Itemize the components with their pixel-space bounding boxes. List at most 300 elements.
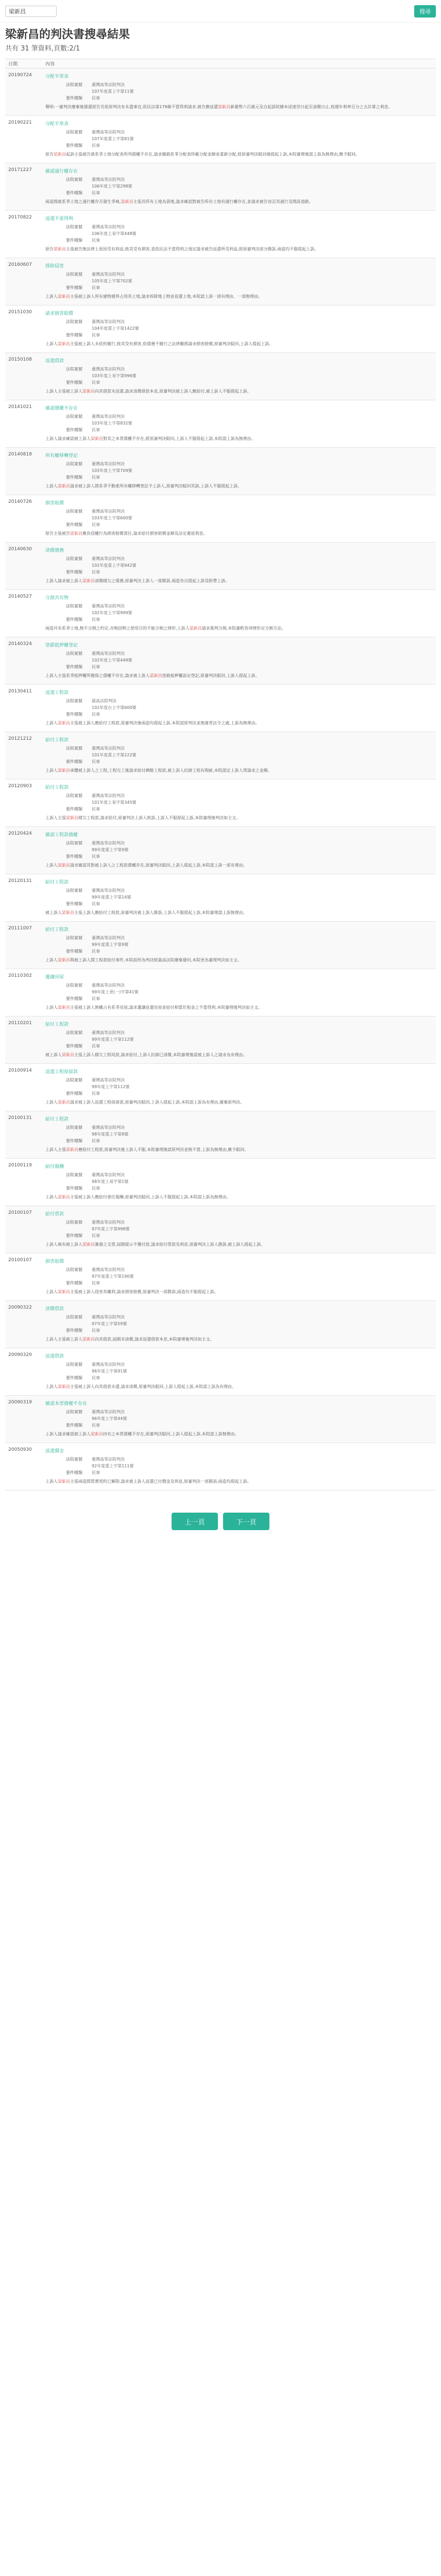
field-label: 要件種類: [66, 1139, 82, 1143]
field-label: 要件種類: [66, 617, 82, 622]
case-fields: [45, 1314, 433, 1334]
row-content: [42, 637, 436, 684]
highlighted-term: 梁新昌: [149, 673, 162, 678]
field-line: [66, 711, 433, 718]
case-fields: [45, 1219, 433, 1239]
field-value: 民事: [92, 1233, 100, 1238]
field-line: [66, 135, 433, 142]
field-label: 法院案號: [66, 556, 82, 561]
case-title-link[interactable]: 返還工程保留款: [45, 1070, 78, 1075]
row-date: 20140324: [8, 641, 32, 647]
field-label: [66, 325, 92, 332]
case-title-link[interactable]: 給付工程款: [45, 880, 69, 885]
field-line: [66, 840, 433, 846]
field-line: [66, 745, 433, 752]
row-content: [42, 1301, 436, 1348]
case-fields: [45, 1456, 433, 1476]
highlighted-term: 梁新昌: [91, 1432, 103, 1436]
field-value: 96年度上字第91號: [92, 1369, 127, 1374]
search-input[interactable]: [5, 6, 57, 17]
field-value: 99年度重上字第9號: [92, 942, 129, 947]
field-value: 105年度上字第702號: [92, 279, 132, 283]
case-title-link[interactable]: 請求損害賠償: [45, 311, 74, 316]
row-date: 20160607: [8, 262, 32, 267]
case-fields: [45, 461, 433, 481]
field-value: 臺灣高等法院判決: [92, 414, 125, 419]
row-content: [42, 495, 436, 542]
column-header-date: 日期: [8, 62, 18, 67]
field-label: 要件種類: [66, 380, 82, 385]
field-label: [66, 704, 92, 711]
field-label: 法院案號: [66, 746, 82, 751]
field-value: 民事: [92, 238, 100, 243]
field-value: 民事: [92, 1470, 100, 1475]
row-content: [42, 1253, 436, 1300]
case-title-link[interactable]: 確認債權不存在: [45, 406, 78, 411]
field-value: 臺灣高等法院判決: [92, 651, 125, 656]
field-line: [66, 508, 433, 515]
highlighted-term: 梁新昌: [70, 531, 82, 536]
case-summary: 上訴人梁新昌承攬被上訴人之工程,工程完工後請求給付剩餘工程款,被上訴人抗辯工程有瑕疵,本院認定上訴人得請求之金額。: [45, 768, 272, 773]
case-title-link[interactable]: 給付票款: [45, 1212, 64, 1217]
field-label: 要件種類: [66, 1328, 82, 1333]
field-line: [66, 379, 433, 386]
field-label: 要件種類: [66, 522, 82, 527]
highlighted-term: 梁新昌: [58, 1005, 70, 1010]
field-line: [66, 1124, 433, 1131]
row-date: 20171227: [8, 167, 32, 173]
field-label: 要件種類: [66, 996, 82, 1001]
table-row: [5, 1111, 436, 1159]
highlighted-term: 梁新昌: [82, 579, 95, 583]
field-value: 民事: [92, 712, 100, 717]
field-label: [66, 752, 92, 758]
field-line: [66, 1232, 433, 1239]
case-title-link[interactable]: 排除侵害: [45, 264, 64, 269]
case-fields: [45, 1172, 433, 1192]
case-title-link[interactable]: 分配平常表: [45, 122, 69, 127]
field-label: 法院案號: [66, 888, 82, 893]
row-content: [42, 353, 436, 400]
field-value: 102年度台上字第600號: [92, 705, 137, 710]
case-title-link[interactable]: 損害賠償: [45, 1259, 64, 1264]
case-summary: 上訴人梁新昌請求被上訴人返還工程保留款,原審判決駁回,上訴人提起上訴,本院認上訴為有理由,廢棄原判決。: [45, 1100, 245, 1105]
field-value: 民事: [92, 1139, 100, 1143]
table-row: [5, 1253, 436, 1301]
field-label: 法院案號: [66, 604, 82, 608]
case-summary: 上訴人梁新昌主張兩造間買賣契約已解除,請求被上訴人返還已付價金及利息,原審判決一部勝訴,兩造均提起上訴。: [45, 1479, 251, 1484]
field-line: [66, 1320, 433, 1327]
case-title-link[interactable]: 給付工程款: [45, 738, 69, 743]
field-line: [66, 176, 433, 183]
field-line: [66, 224, 433, 230]
row-content: [42, 400, 436, 447]
field-label: 要件種類: [66, 1376, 82, 1380]
case-summary: 原告梁新昌起訴主張被告就系爭土地分配表所列債權不存在,請求撤銷系爭分配表所載分配金額並重新分配,經原審判決駁回後提起上訴,本院審理後認上訴為無理由,應予駁回。: [45, 152, 360, 157]
highlighted-term: 梁新昌: [82, 1242, 95, 1247]
table-row: [5, 400, 436, 448]
field-line: [66, 332, 433, 338]
field-value: 民事: [92, 1186, 100, 1191]
row-date: 20140818: [8, 452, 32, 457]
case-summary: 兩造間就系爭土地之通行權存否發生爭執,梁新昌主張其所有土地為袋地,請求確認對被告所有土地有通行權存在,並請求被告容忍其通行及開設道路。: [45, 199, 313, 204]
field-label: [66, 562, 92, 569]
field-label: 要件種類: [66, 333, 82, 337]
field-line: [66, 271, 433, 278]
field-value: 臺灣高等法院判決: [92, 1078, 125, 1082]
field-label: 法院案號: [66, 367, 82, 371]
field-label: [66, 372, 92, 379]
row-date: 20111007: [8, 926, 32, 931]
next-page-button[interactable]: 下一頁: [223, 1513, 269, 1530]
case-summary: 上訴人梁新昌主張被上訴人未依約履行,致其受有損害,依債務不履行之法律關係請求損害賠償,原審判決駁回,上訴人提起上訴。: [45, 342, 274, 346]
prev-page-button[interactable]: 上一頁: [172, 1513, 218, 1530]
table-row: [5, 543, 436, 590]
case-title-link[interactable]: 遷讓房屋: [45, 975, 64, 980]
pagination: [0, 1490, 441, 1552]
field-label: 要件種類: [66, 854, 82, 859]
field-line: [66, 1090, 433, 1097]
case-summary: 被上訴人梁新昌主張上訴人積欠工程尾款,請求給付,上訴人抗辯已清償,本院審理後認被上訴人之請求為有理由。: [45, 1053, 247, 1057]
case-fields: [45, 1029, 433, 1049]
case-title-link[interactable]: 給付工程款: [45, 927, 69, 933]
field-line: [66, 1375, 433, 1381]
highlighted-term: 梁新昌: [189, 626, 202, 631]
case-summary: 上訴人請求被上訴人梁新昌清償積欠之債務,原審判決上訴人一部勝訴,兩造各自提起上訴及附帶上訴。: [45, 579, 230, 583]
case-title-link[interactable]: 給付工程款: [45, 1022, 69, 1027]
case-fields: [45, 1266, 433, 1286]
field-value: 臺灣高等法院判決: [92, 604, 125, 608]
table-row: [5, 1159, 436, 1206]
field-line: [66, 562, 433, 569]
field-label: [66, 1463, 92, 1469]
field-label: [66, 1273, 92, 1280]
field-value: 民事: [92, 285, 100, 290]
case-title-link[interactable]: 確認工程款債權: [45, 833, 78, 838]
row-content: [42, 1206, 436, 1253]
table-row: [5, 874, 436, 922]
case-summary: 上訴人梁新昌請求被上訴人將系爭不動產所有權移轉登記予上訴人,原審判決駁回其訴,上訴人不服提起上訴。: [45, 484, 242, 488]
case-title-link[interactable]: 清償借款: [45, 1307, 64, 1312]
field-value: 98年度重上字第8號: [92, 1132, 129, 1137]
field-value: 103年度上字第832號: [92, 421, 132, 426]
case-summary: 兩造共有系爭土地,無不分割之約定,亦無因物之使用目的不能分割之情形,上訴人梁新昌請求裁判分割,本院審酌各項情形定分割方法。: [45, 626, 286, 631]
highlighted-term: 梁新昌: [82, 1337, 95, 1342]
field-label: [66, 467, 92, 474]
field-line: [66, 278, 433, 284]
field-label: 法院案號: [66, 319, 82, 324]
field-value: 民事: [92, 428, 100, 432]
highlighted-term: 梁新昌: [58, 1100, 70, 1105]
row-content: [42, 258, 436, 305]
row-date: 20150108: [8, 357, 32, 362]
case-summary: 上訴人梁新昌主張被上訴人應給付委任報酬,原審判決駁回,上訴人不服提起上訴,本院認上訴為無理由。: [45, 1195, 231, 1199]
field-line: [66, 1172, 433, 1178]
column-header-content: 內容: [45, 62, 55, 67]
field-label: [66, 846, 92, 853]
field-line: [66, 609, 433, 616]
highlighted-term: 梁新昌: [58, 958, 70, 962]
case-summary: 原告梁新昌主張被告無法律上原因受有利益,致其受有損害,爰依民法不當得利之規定請求被告返還所受利益,經原審判決部分勝訴,兩造均不服提起上訴。: [45, 247, 319, 251]
field-label: 要件種類: [66, 238, 82, 243]
field-line: [66, 941, 433, 948]
field-line: [66, 1415, 433, 1422]
field-line: [66, 901, 433, 907]
field-label: 法院案號: [66, 414, 82, 419]
case-summary: 上訴人執有被上訴人梁新昌簽發之支票,屆期提示不獲付款,請求給付票款及利息,原審判決上訴人勝訴,被上訴人提起上訴。: [45, 1242, 265, 1247]
highlighted-term: 梁新昌: [54, 152, 66, 157]
field-value: 96年度上字第44號: [92, 1416, 127, 1421]
field-line: [66, 1036, 433, 1043]
row-content: [42, 1348, 436, 1395]
field-label: [66, 1083, 92, 1090]
case-title-link[interactable]: 確認本票債權不存在: [45, 1401, 88, 1406]
case-fields: [45, 271, 433, 291]
case-title-link[interactable]: 清償債務: [45, 548, 64, 553]
case-title-link[interactable]: 損害賠償: [45, 501, 64, 506]
field-value: 97年度上字第998號: [92, 1227, 130, 1231]
case-fields: [45, 1077, 433, 1097]
table-row: [5, 1064, 436, 1111]
field-label: [66, 420, 92, 427]
field-line: [66, 758, 433, 765]
case-summary: 上訴人梁新昌請求確認其對被上訴人之工程款債權存在,原審判決駁回,上訴人提起上訴,本院認上訴一部有理由。: [45, 863, 247, 868]
highlighted-term: 梁新昌: [58, 768, 70, 773]
field-value: 臺灣高等法院判決: [92, 462, 125, 466]
field-line: [66, 995, 433, 1002]
row-date: 20090320: [8, 1352, 32, 1358]
row-date: 20100119: [8, 1163, 32, 1168]
field-value: 臺灣高等法院判決: [92, 1173, 125, 1177]
field-value: 臺灣高等法院判決: [92, 272, 125, 277]
case-fields: [45, 745, 433, 765]
field-label: 法院案號: [66, 272, 82, 277]
field-line: [66, 1422, 433, 1429]
case-summary: 上訴人梁新昌主張被上訴人向其借款未還,請求清償,原審判決駁回,上訴人提起上訴,本院認上訴為有理由。: [45, 1384, 236, 1389]
case-fields: [45, 318, 433, 338]
field-label: 法院案號: [66, 841, 82, 845]
field-line: [66, 1469, 433, 1476]
row-date: 20120424: [8, 831, 32, 836]
case-title-link[interactable]: 所有權移轉登記: [45, 453, 78, 459]
field-line: [66, 129, 433, 135]
field-value: 民事: [92, 617, 100, 622]
field-line: [66, 88, 433, 95]
highlighted-term: 梁新昌: [58, 863, 70, 868]
field-value: 臺灣高等法院判決: [92, 983, 125, 988]
field-label: 法院案號: [66, 1315, 82, 1319]
case-summary: 上訴人主張被上訴人梁新昌向其借款未返還,請求清償借款本息,原審判決被上訴人應給付,被上訴人不服提起上訴。: [45, 389, 251, 394]
field-label: 法院案號: [66, 509, 82, 514]
row-date: 20130411: [8, 689, 32, 694]
highlighted-term: 梁新昌: [121, 199, 133, 204]
case-title-link[interactable]: 返還借款: [45, 1354, 64, 1359]
field-line: [66, 935, 433, 941]
case-summary: 上訴人梁新昌主張被上訴人應給付工程款,原審判決後兩造均提起上訴,本院認原判決並無違背法令之處,上訴為無理由。: [45, 721, 260, 725]
field-value: 102年度重上字第942號: [92, 563, 137, 568]
field-value: 臺灣高等法院判決: [92, 1125, 125, 1130]
highlighted-term: 梁新昌: [58, 342, 70, 346]
table-row: [5, 732, 436, 779]
field-line: [66, 1083, 433, 1090]
row-date: 20170822: [8, 215, 32, 220]
row-date: 20120131: [8, 878, 32, 884]
row-content: [42, 732, 436, 779]
field-label: [66, 183, 92, 190]
case-title-link[interactable]: 返還不當得利: [45, 216, 74, 222]
field-line: [66, 1280, 433, 1286]
highlighted-term: 梁新昌: [58, 1195, 70, 1199]
case-summary: 上訴人主張系爭抵押權所擔保之債權不存在,請求被上訴人梁新昌塗銷抵押權設定登記,原審判決駁回,上訴人提起上訴。: [45, 673, 260, 678]
field-value: 92年度重上字第111號: [92, 1464, 134, 1468]
table-row: [5, 211, 436, 258]
field-value: 97年度重上字第190號: [92, 1274, 134, 1279]
field-label: 法院案號: [66, 1267, 82, 1272]
table-row: [5, 116, 436, 163]
field-line: [66, 792, 433, 799]
field-line: [66, 1456, 433, 1463]
field-line: [66, 698, 433, 704]
case-title-link[interactable]: 分割共有物: [45, 596, 69, 601]
field-label: 要件種類: [66, 428, 82, 432]
field-label: 要件種類: [66, 1233, 82, 1238]
field-line: [66, 420, 433, 427]
row-date: 20100914: [8, 1068, 32, 1073]
field-label: 法院案號: [66, 1078, 82, 1082]
case-title-link[interactable]: 返還價金: [45, 1449, 64, 1454]
heading: [0, 23, 441, 56]
field-label: 要件種類: [66, 949, 82, 954]
field-line: [66, 474, 433, 481]
field-value: 民事: [92, 96, 100, 100]
field-label: [66, 657, 92, 664]
field-value: 民事: [92, 1044, 100, 1048]
field-label: [66, 135, 92, 142]
case-summary: 上訴人梁新昌主張被上訴人所有建物越界占用其土地,請求拆除地上物並返還土地,本院認上訴一部有理由、一部無理由。: [45, 294, 263, 299]
field-line: [66, 555, 433, 562]
case-summary: 上訴人主張被上訴人梁新昌向其借款,屆期未清償,請求返還借款本息,本院審理後判決如主文。: [45, 1337, 214, 1342]
table-row: [5, 306, 436, 353]
field-value: 106年度上易字第448號: [92, 231, 137, 236]
case-title-link[interactable]: 返還工程款: [45, 690, 69, 696]
field-line: [66, 982, 433, 989]
field-line: [66, 846, 433, 853]
field-label: 要件種類: [66, 1091, 82, 1096]
field-label: 法院案號: [66, 130, 82, 134]
table-row: [5, 922, 436, 969]
case-fields: [45, 508, 433, 528]
row-date: 20100131: [8, 1115, 32, 1121]
page-title: 梁新昌的判決書搜尋結果: [5, 28, 130, 41]
field-value: 臺灣高等法院判決: [92, 1315, 125, 1319]
field-value: 臺灣高等法院判決: [92, 841, 125, 845]
field-value: 107年度重上字第81號: [92, 137, 134, 141]
highlighted-term: 梁新昌: [82, 389, 95, 394]
field-label: 法院案號: [66, 177, 82, 182]
table-body: [5, 69, 436, 1490]
field-line: [66, 1368, 433, 1375]
field-label: 法院案號: [66, 462, 82, 466]
field-value: 民事: [92, 380, 100, 385]
field-value: 97年度上字第59號: [92, 1321, 127, 1326]
field-line: [66, 515, 433, 521]
field-label: [66, 278, 92, 284]
highlighted-term: 梁新昌: [66, 1147, 78, 1152]
field-value: 民事: [92, 1091, 100, 1096]
field-label: [66, 230, 92, 237]
table-header: [5, 59, 436, 69]
field-label: [66, 1320, 92, 1327]
row-date: 20140527: [8, 594, 32, 599]
search-button[interactable]: 搜尋: [414, 5, 436, 18]
row-date: 20140630: [8, 547, 32, 552]
field-line: [66, 1043, 433, 1049]
results-table: [5, 59, 436, 1490]
table-row: [5, 1348, 436, 1396]
case-title-link[interactable]: 給付報酬: [45, 1164, 64, 1170]
case-summary: 上訴人主張梁新昌積欠工程款,請求給付,原審判決上訴人敗訴,上訴人不服提起上訴,本院審理後判決如主文。: [45, 816, 241, 820]
case-title-link[interactable]: 給付工程款: [45, 785, 69, 790]
field-line: [66, 989, 433, 995]
field-line: [66, 183, 433, 190]
case-title-link[interactable]: 確認通行權存在: [45, 169, 78, 174]
field-label: 法院案號: [66, 82, 82, 87]
highlighted-term: 梁新昌: [62, 1053, 74, 1057]
row-date: 20090319: [8, 1400, 32, 1405]
row-content: [42, 685, 436, 732]
field-line: [66, 190, 433, 196]
top-bar: [0, 0, 441, 23]
case-summary: 上訴人梁新昌主張被上訴人無權占有系爭房屋,請求遷讓返還房屋並給付相當於租金之不當得利,本院審理後判決如主文。: [45, 1005, 263, 1010]
table-row: [5, 1396, 436, 1443]
case-fields: [45, 129, 433, 149]
case-summary: 上訴人主張梁新昌應給付工程款,原審判決後上訴人不服,本院審理後認原判決並無不當,上訴為無理由,應予駁回。: [45, 1147, 249, 1152]
field-label: 法院案號: [66, 983, 82, 988]
table-row: [5, 637, 436, 685]
row-date: 20100107: [8, 1210, 32, 1215]
field-label: 要件種類: [66, 807, 82, 811]
table-row: [5, 1443, 436, 1490]
field-line: [66, 1029, 433, 1036]
field-line: [66, 616, 433, 623]
field-value: 103年度上字第600號: [92, 516, 132, 520]
row-content: [42, 1396, 436, 1443]
highlighted-term: 梁新昌: [58, 1384, 70, 1389]
field-value: 民事: [92, 854, 100, 859]
highlighted-term: 梁新昌: [54, 247, 66, 251]
row-content: [42, 543, 436, 589]
case-title-link[interactable]: 返還借款: [45, 359, 64, 364]
row-content: [42, 211, 436, 258]
field-label: 要件種類: [66, 1470, 82, 1475]
row-date: 20190724: [8, 73, 32, 78]
case-title-link[interactable]: 塗銷抵押權登記: [45, 643, 78, 648]
field-label: 法院案號: [66, 1220, 82, 1225]
table-row: [5, 779, 436, 827]
field-value: 102年度上字第999號: [92, 611, 132, 615]
field-line: [66, 142, 433, 149]
field-value: 臺灣高等法院判決: [92, 1410, 125, 1414]
field-label: [66, 1131, 92, 1138]
case-title-link[interactable]: 分配平常表: [45, 74, 69, 79]
field-line: [66, 1314, 433, 1320]
field-label: 要件種類: [66, 191, 82, 195]
case-title-link[interactable]: 給付工程款: [45, 1117, 69, 1122]
case-fields: [45, 176, 433, 196]
row-content: [42, 1064, 436, 1111]
row-date: 20140726: [8, 499, 32, 504]
field-value: 民事: [92, 902, 100, 906]
